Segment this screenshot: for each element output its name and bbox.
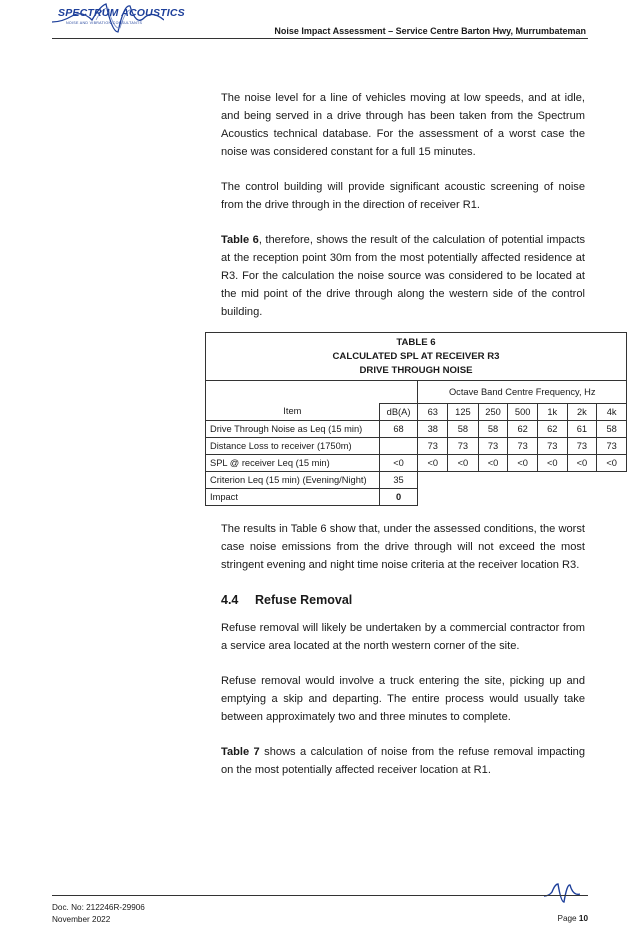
logo-tagline: NOISE AND VIBRATION CONSULTANTS bbox=[66, 21, 143, 25]
column-header-item: Item bbox=[206, 403, 380, 420]
table-row bbox=[206, 488, 627, 505]
page-num: 10 bbox=[578, 914, 588, 923]
row-value: 73 bbox=[567, 437, 597, 454]
row-value: 61 bbox=[567, 420, 597, 437]
paragraph-table6-intro bbox=[221, 231, 585, 321]
row-value: 73 bbox=[508, 437, 538, 454]
column-header-dba: dB(A) bbox=[379, 403, 418, 420]
row-value: <0 bbox=[567, 454, 597, 471]
table-row bbox=[206, 420, 627, 437]
row-item: Distance Loss to receiver (1750m) bbox=[206, 437, 380, 454]
row-value: <0 bbox=[597, 454, 627, 471]
column-header-band: 500 bbox=[508, 403, 538, 420]
footer-document-info bbox=[52, 902, 145, 926]
table-row bbox=[206, 454, 627, 471]
paragraph-refuse-contractor: Refuse removal will likely be undertaken by a commercial contractor from a service area located at the north western corner of the site. bbox=[221, 622, 585, 652]
paragraph-table6-results: The results in Table 6 show that, under the assessed conditions, the worst case noise emissions from the drive through will not exceed the most stringent evening and night time noise criteria at the receiver location R3. bbox=[221, 523, 585, 571]
column-header-band: 1k bbox=[537, 403, 567, 420]
section-title: Refuse Removal bbox=[255, 593, 353, 607]
column-header-band: 125 bbox=[448, 403, 479, 420]
paragraph-table7-intro bbox=[221, 743, 585, 779]
table6-caption-title: CALCULATED SPL AT RECEIVER R3 bbox=[332, 351, 500, 362]
column-header-band: 4k bbox=[597, 403, 627, 420]
row-value: 58 bbox=[448, 420, 479, 437]
paragraph-drive-through-noise: The noise level for a line of vehicles moving at low speeds, and at idle, and being served in a drive through has been taken from the Spectrum Acoustics technical database. For the assessment of a worst case the noise was considered constant for a full 15 minutes. bbox=[221, 92, 585, 158]
column-header-band: 2k bbox=[567, 403, 597, 420]
row-value: 73 bbox=[418, 437, 448, 454]
column-header-band: 63 bbox=[418, 403, 448, 420]
row-value: 58 bbox=[597, 420, 627, 437]
criterion-dba: 35 bbox=[379, 471, 418, 488]
row-value: <0 bbox=[448, 454, 479, 471]
row-value: 73 bbox=[478, 437, 508, 454]
row-item: SPL @ receiver Leq (15 min) bbox=[206, 454, 380, 471]
section-heading-refuse-removal bbox=[221, 591, 585, 609]
impact-item: Impact bbox=[206, 488, 380, 505]
row-value: 73 bbox=[537, 437, 567, 454]
row-value: <0 bbox=[478, 454, 508, 471]
table6-intro-text: , therefore, shows the result of the calculation of potential impacts at the reception point 30m from the most potentially affected residence at R3. For the calculation the noise source was considered to be located at the mid point of the drive through along the western side of the control building. bbox=[221, 234, 585, 318]
spectrum-acoustics-logo bbox=[52, 2, 185, 34]
table-row bbox=[206, 381, 627, 404]
footer-divider bbox=[52, 895, 588, 896]
table6-caption bbox=[206, 333, 627, 381]
table-6 bbox=[205, 332, 627, 506]
table-row bbox=[206, 471, 627, 488]
body-section-bottom bbox=[221, 520, 585, 796]
row-dba bbox=[379, 437, 418, 454]
section-number: 4.4 bbox=[221, 593, 239, 607]
row-value: <0 bbox=[508, 454, 538, 471]
document-number: Doc. No: 212246R-29906 bbox=[52, 903, 145, 912]
footer-wave-icon bbox=[544, 882, 580, 904]
row-value: 38 bbox=[418, 420, 448, 437]
row-value: 73 bbox=[448, 437, 479, 454]
logo-text: SPECTRUM ACOUSTICS bbox=[58, 7, 185, 19]
criterion-item: Criterion Leq (15 min) (Evening/Night) bbox=[206, 471, 380, 488]
table6-reference: Table 6 bbox=[221, 234, 259, 246]
impact-dba: 0 bbox=[379, 488, 418, 505]
row-value: <0 bbox=[418, 454, 448, 471]
row-value: 58 bbox=[478, 420, 508, 437]
row-value: 62 bbox=[537, 420, 567, 437]
row-dba: <0 bbox=[379, 454, 418, 471]
column-header-band: 250 bbox=[478, 403, 508, 420]
page-label: Page bbox=[557, 914, 579, 923]
table6-caption-subtitle: DRIVE THROUGH NOISE bbox=[359, 365, 473, 376]
header-title: Noise Impact Assessment – Service Centre Barton Hwy, Murrumbateman bbox=[274, 26, 586, 36]
table-header-row bbox=[206, 403, 627, 420]
row-value: 73 bbox=[597, 437, 627, 454]
header-divider bbox=[52, 38, 588, 39]
paragraph-control-building: The control building will provide significant acoustic screening of noise from the drive through in the direction of receiver R1. bbox=[221, 181, 585, 211]
table-row bbox=[206, 437, 627, 454]
row-value: <0 bbox=[537, 454, 567, 471]
row-item: Drive Through Noise as Leq (15 min) bbox=[206, 420, 380, 437]
paragraph-refuse-process: Refuse removal would involve a truck entering the site, picking up and emptying a skip and departing. The entire process would usually take between approximately two and three minutes to complete. bbox=[221, 675, 585, 723]
row-dba: 68 bbox=[379, 420, 418, 437]
document-date: November 2022 bbox=[52, 915, 111, 924]
table7-reference: Table 7 bbox=[221, 746, 260, 758]
table6-caption-number: TABLE 6 bbox=[396, 337, 436, 348]
frequency-header: Octave Band Centre Frequency, Hz bbox=[418, 381, 627, 404]
row-value: 62 bbox=[508, 420, 538, 437]
table7-intro-text: shows a calculation of noise from the refuse removal impacting on the most potentially affected receiver location at R1. bbox=[221, 746, 585, 776]
page-number bbox=[557, 914, 588, 923]
body-section-top bbox=[221, 89, 585, 338]
